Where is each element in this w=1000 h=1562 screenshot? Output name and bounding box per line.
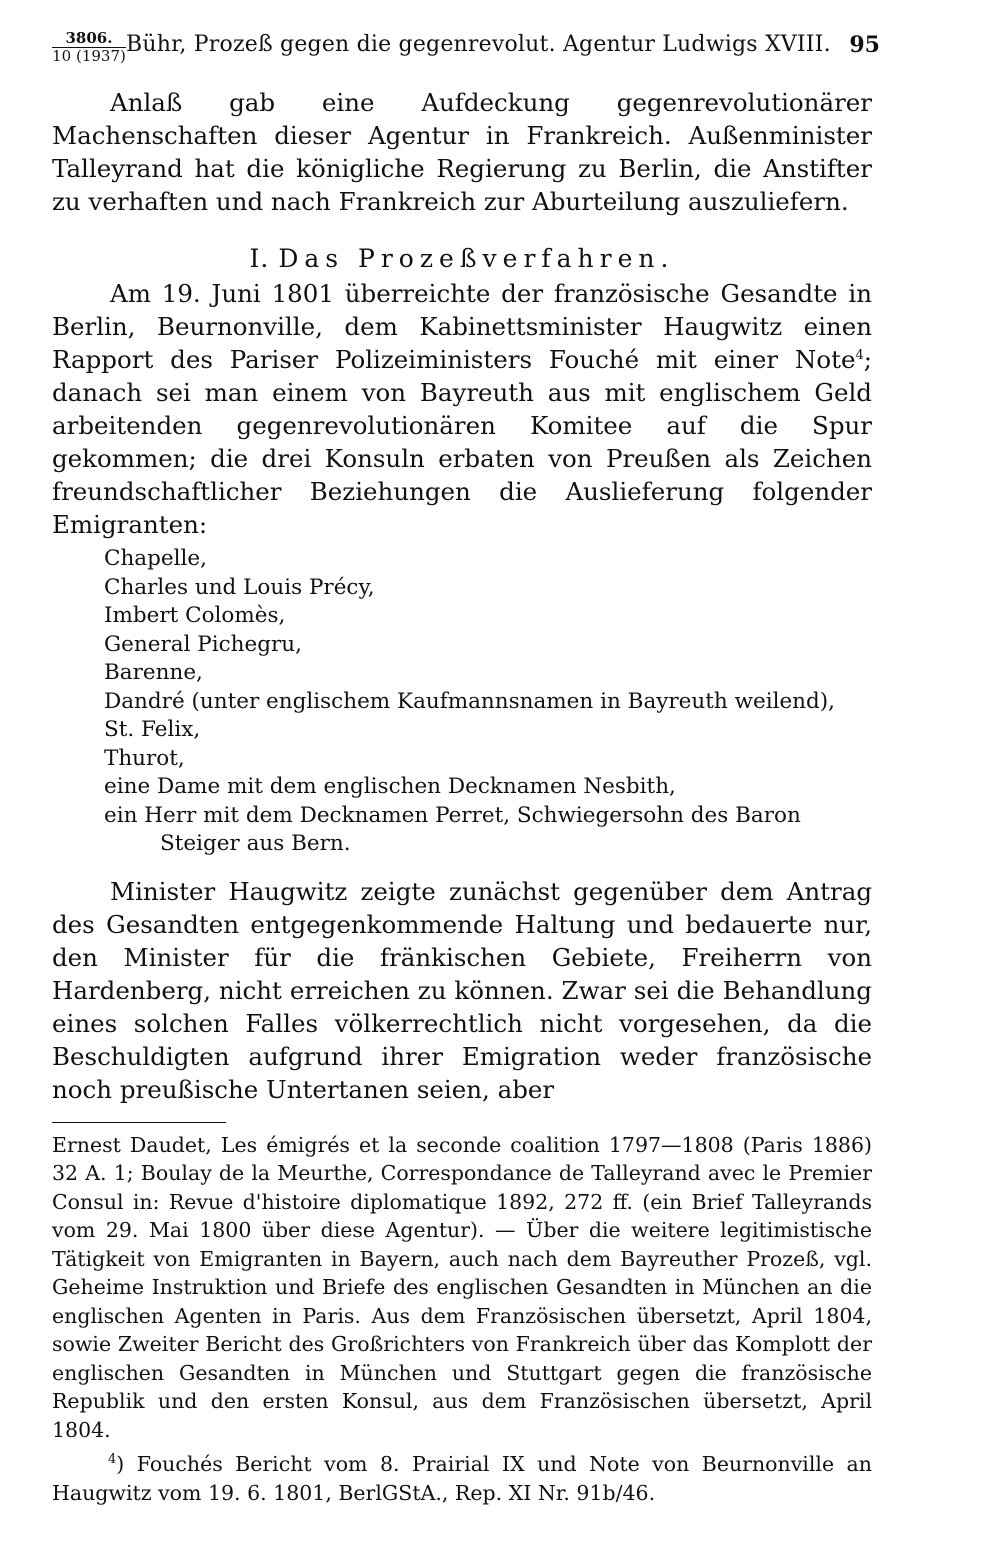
section-title: Das Prozeßverfahren. xyxy=(278,244,675,273)
running-title: Bühr, Prozeß gegen die gegenrevolut. Agentur Ludwigs XVIII. xyxy=(126,32,831,57)
list-item: Charles und Louis Précy, xyxy=(104,574,375,600)
document-page xyxy=(52,22,880,1507)
footnote-4-mark: 4 xyxy=(108,1452,117,1468)
footnote-4 xyxy=(52,1450,872,1507)
paragraph-intro: Anlaß gab eine Aufdeckung gegenrevolutionärer Machenschaften dieser Agentur in Frankreich. Außenminister Talleyrand hat die königliche Regierung zu Berlin, die Anstifter zu verhaften und nach Frankreich zur Aburteilung auszuliefern. xyxy=(52,88,872,216)
signature-top: 3806. xyxy=(52,30,126,48)
list-item: Thurot, xyxy=(104,745,185,771)
list-item: Dandré (unter englischem Kaufmannsnamen in Bayreuth weilend), xyxy=(104,688,836,714)
list-item: Barenne, xyxy=(104,660,203,685)
page-number: 95 xyxy=(849,32,880,58)
list-item: Imbert Colomès, xyxy=(104,603,286,628)
printing-signature xyxy=(52,30,126,65)
paragraph-procedure-part1: Am 19. Juni 1801 überreichte der französische Gesandte in Berlin, Beurnonville, dem Kabinettsminister Haugwitz einen Rapport des Pariser Polizeiministers Fouché mit einer Note xyxy=(52,279,872,374)
list-item: Chapelle, xyxy=(104,546,207,571)
list-item: ein Herr mit dem Decknamen Perret, Schwiegersohn des Baron Steiger aus Bern. xyxy=(104,802,801,856)
paragraph-haugwitz: Minister Haugwitz zeigte zunächst gegenüber dem Antrag des Gesandten entgegenkommende Haltung und bedauerte nur, den Minister für die fränkischen Gebiete, Freiherrn von Hardenberg, nicht erreichen zu können. Zwar sei die Behandlung eines solchen Falles völkerrechtlich nicht vorgesehen, da die Beschuldigten aufgrund ihrer Emigration weder französische noch preußische Untertanen seien, aber xyxy=(52,876,872,1104)
footnote-4-text: ) Fouchés Bericht vom 8. Prairial IX und Note von Beurnonville an Haugwitz vom 19. 6. 1801, BerlGStA., Rep. XI Nr. 91b/46. xyxy=(52,1452,872,1505)
footnote-continued: Ernest Daudet, Les émigrés et la seconde coalition 1797—1808 (Paris 1886) 32 A. 1; Boulay de la Meurthe, Correspondance de Talleyrand avec le Premier Consul in: Revue d'histoire diplomatique 1892, 272 ff. (ein Brief Talleyrands vom 29. Mai 1800 über diese Agentur). — Über die weitere legitimistische Tätigkeit von Emigranten in Bayern, auch nach dem Bayreuther Prozeß, vgl. Geheime Instruktion und Briefe des englischen Gesandten in München an die englischen Agenten in Paris. Aus dem Französischen übersetzt, April 1804, sowie Zweiter Bericht des Großrichters von Frankreich über das Komplott der englischen Gesandten in München und Stuttgart gegen die französische Republik und den ersten Konsul, aus dem Französischen übersetzt, April 1804. xyxy=(52,1132,872,1442)
emigrant-list xyxy=(104,545,872,859)
footnote-ref-4: 4 xyxy=(855,347,864,363)
section-number: I. xyxy=(249,244,270,273)
paragraph-procedure xyxy=(52,277,872,541)
list-item: General Pichegru, xyxy=(104,631,302,657)
page-header xyxy=(52,22,880,74)
list-item: eine Dame mit dem englischen Decknamen Nesbith, xyxy=(104,774,676,799)
list-item: St. Felix, xyxy=(104,717,201,742)
signature-bottom: 10 (1937) xyxy=(52,47,126,65)
paragraph-procedure-part2: ; danach sei man einem von Bayreuth aus mit englischem Geld arbeitenden gegenrevolutionären Komitee auf die Spur gekommen; die drei Konsuln erbaten von Preußen als Zeichen freundschaftlicher Beziehungen die Auslieferung folgender Emigranten: xyxy=(52,345,872,539)
footnote-divider xyxy=(52,1122,226,1123)
section-heading xyxy=(52,242,872,275)
